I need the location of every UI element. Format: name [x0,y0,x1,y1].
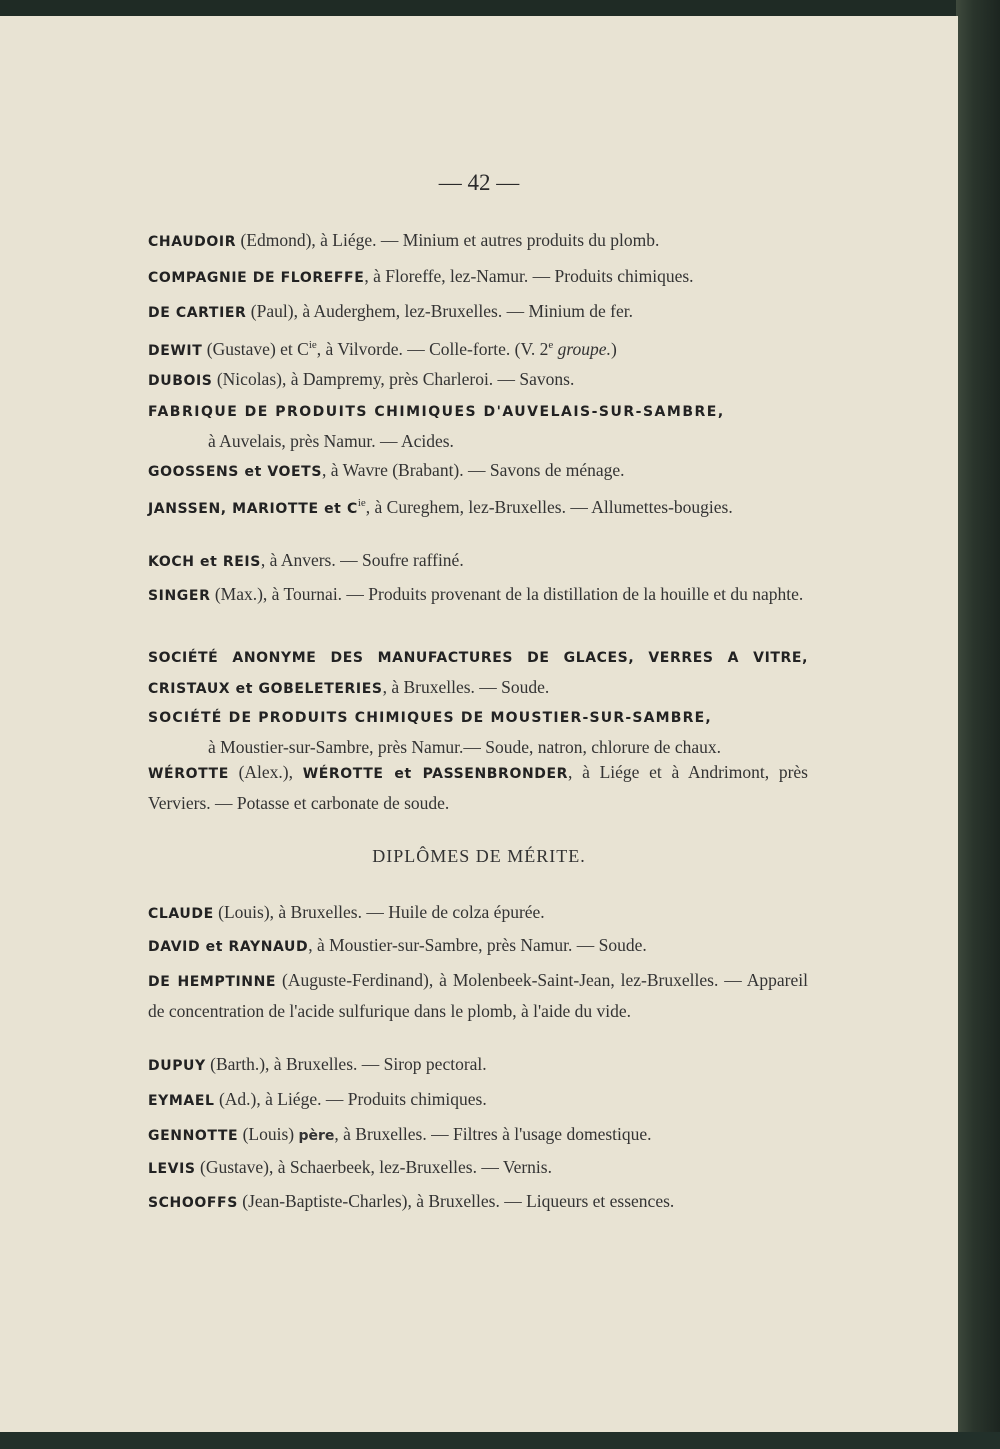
entry-text: (Jean-Baptiste-Charles), à Bruxelles. — Liqueurs et essences. [242,1191,675,1211]
entry-name: GENNOTTE [148,1128,239,1144]
entry-name: JANSSEN, MARIOTTE et C [148,500,358,517]
entry-text: , à Floreffe, lez-Namur. — Produits chimiques. [364,266,694,286]
entry-text: à Auvelais, près Namur. — Acides. [208,431,454,451]
list-item [148,262,808,293]
list-item [148,702,808,762]
entry-name-2: WÉROTTE et PASSENBRONDER [302,766,569,782]
entry-text: (Louis) [242,1124,299,1144]
list-item [148,226,808,257]
entry-text: (Auguste-Ferdinand), à Molenbeek-Saint-Jean, lez-Bruxelles. — Appareil de concentration de l'acide sulfurique dans le plomb, à l'aide du vide. [148,970,808,1021]
scan-bottom-border [0,1432,1000,1449]
entry-name: WÉROTTE [148,766,229,782]
entry-name: SCHOOFFS [148,1195,238,1211]
entry-text: (Gustave) et C [206,338,309,359]
list-item [148,931,808,962]
list-item [148,546,808,577]
entry-text: (Alex.), [238,762,303,782]
entry-name: DUPUY [148,1058,206,1074]
entry-name: FABRIQUE DE PRODUITS CHIMIQUES D'AUVELAIS-SUR-SAMBRE, [148,404,725,420]
entry-name: EYMAEL [148,1093,215,1109]
entry-name: DE HEMPTINNE [148,974,277,990]
entry-text: (Paul), à Auderghem, lez-Bruxelles. — Minium de fer. [250,301,633,321]
entry-name: DUBOIS [148,373,213,389]
entry-text: (Edmond), à Liége. — Minium et autres produits du plomb. [240,230,660,250]
entry-text: (Barth.), à Bruxelles. — Sirop pectoral. [210,1054,487,1074]
entry-text: , à Liége et à Andrimont, près Verviers. — Potasse et carbonate de soude. [148,762,808,813]
entry-text: (Nicolas), à Dampremy, près Charleroi. — Savons. [216,369,575,389]
entry-text: , à Bruxelles. — Filtres à l'usage domestique. [334,1124,652,1144]
entry-text: , à Cureghem, lez-Bruxelles. — Allumettes-bougies. [365,496,733,517]
list-item [148,1120,808,1151]
list-item [148,1085,808,1116]
entry-name: LEVIS [148,1161,196,1177]
entry-text: , à Wavre (Brabant). — Savons de ménage. [322,460,625,480]
entry-text: (Max.), à Tournai. — Produits provenant de la distillation de la houille et du naphte. [214,584,804,604]
entry-text: , à Moustier-sur-Sambre, près Namur. — Soude. [308,935,647,955]
list-item [148,898,808,929]
entry-superscript: ie [357,497,366,509]
entry-italic: groupe. [553,338,611,359]
entry-text: (Louis), à Bruxelles. — Huile de colza épurée. [218,902,545,922]
list-item [148,297,808,328]
entry-name: GOOSSENS et VOETS [148,464,323,480]
list-item [148,1050,808,1081]
section-heading: DIPLÔMES DE MÉRITE. [372,846,586,866]
entry-name: SINGER [148,588,211,604]
list-item [148,1153,808,1184]
entry-name: DAVID et RAYNAUD [148,939,309,955]
page-number: — 42 — [438,170,520,195]
entry-text: , à Bruxelles. — Soude. [382,677,550,697]
entry-name: COMPAGNIE DE FLOREFFE [148,270,365,286]
list-item [148,456,808,487]
entry-text: ) [610,338,617,359]
entry-name: SOCIÉTÉ DE PRODUITS CHIMIQUES DE MOUSTIER-SUR-SAMBRE, [148,710,712,726]
entry-name: DE CARTIER [148,305,247,321]
entry-text: , à Vilvorde. — Colle-forte. (V. 2 [316,338,549,359]
entry-text: (Ad.), à Liége. — Produits chimiques. [218,1089,487,1109]
list-item [148,1187,808,1218]
entry-superscript: e [548,339,554,351]
entry-name: CLAUDE [148,906,214,922]
entry-bold: père [298,1128,335,1144]
entry-superscript: ie [308,339,317,351]
list-item [148,642,808,704]
list-item [148,489,808,524]
list-item [148,758,808,818]
list-item [148,396,808,456]
entry-name: DEWIT [148,342,203,359]
scan-right-border [956,0,1000,1449]
list-item [148,331,808,366]
entry-text: (Gustave), à Schaerbeek, lez-Bruxelles. — Vernis. [200,1157,552,1177]
entry-name: CHAUDOIR [148,234,237,250]
list-item [148,365,808,396]
list-item [148,580,808,611]
list-item [148,966,808,1026]
entry-text: à Moustier-sur-Sambre, près Namur.— Soude, natron, chlorure de chaux. [208,737,721,757]
entry-name: KOCH et REIS [148,554,261,570]
entry-text: , à Anvers. — Soufre raffiné. [260,550,464,570]
entry-name: SOCIÉTÉ ANONYME DES MANUFACTURES DE GLACES, VERRES A VITRE, CRISTAUX et GOBELETERIES [148,650,808,697]
